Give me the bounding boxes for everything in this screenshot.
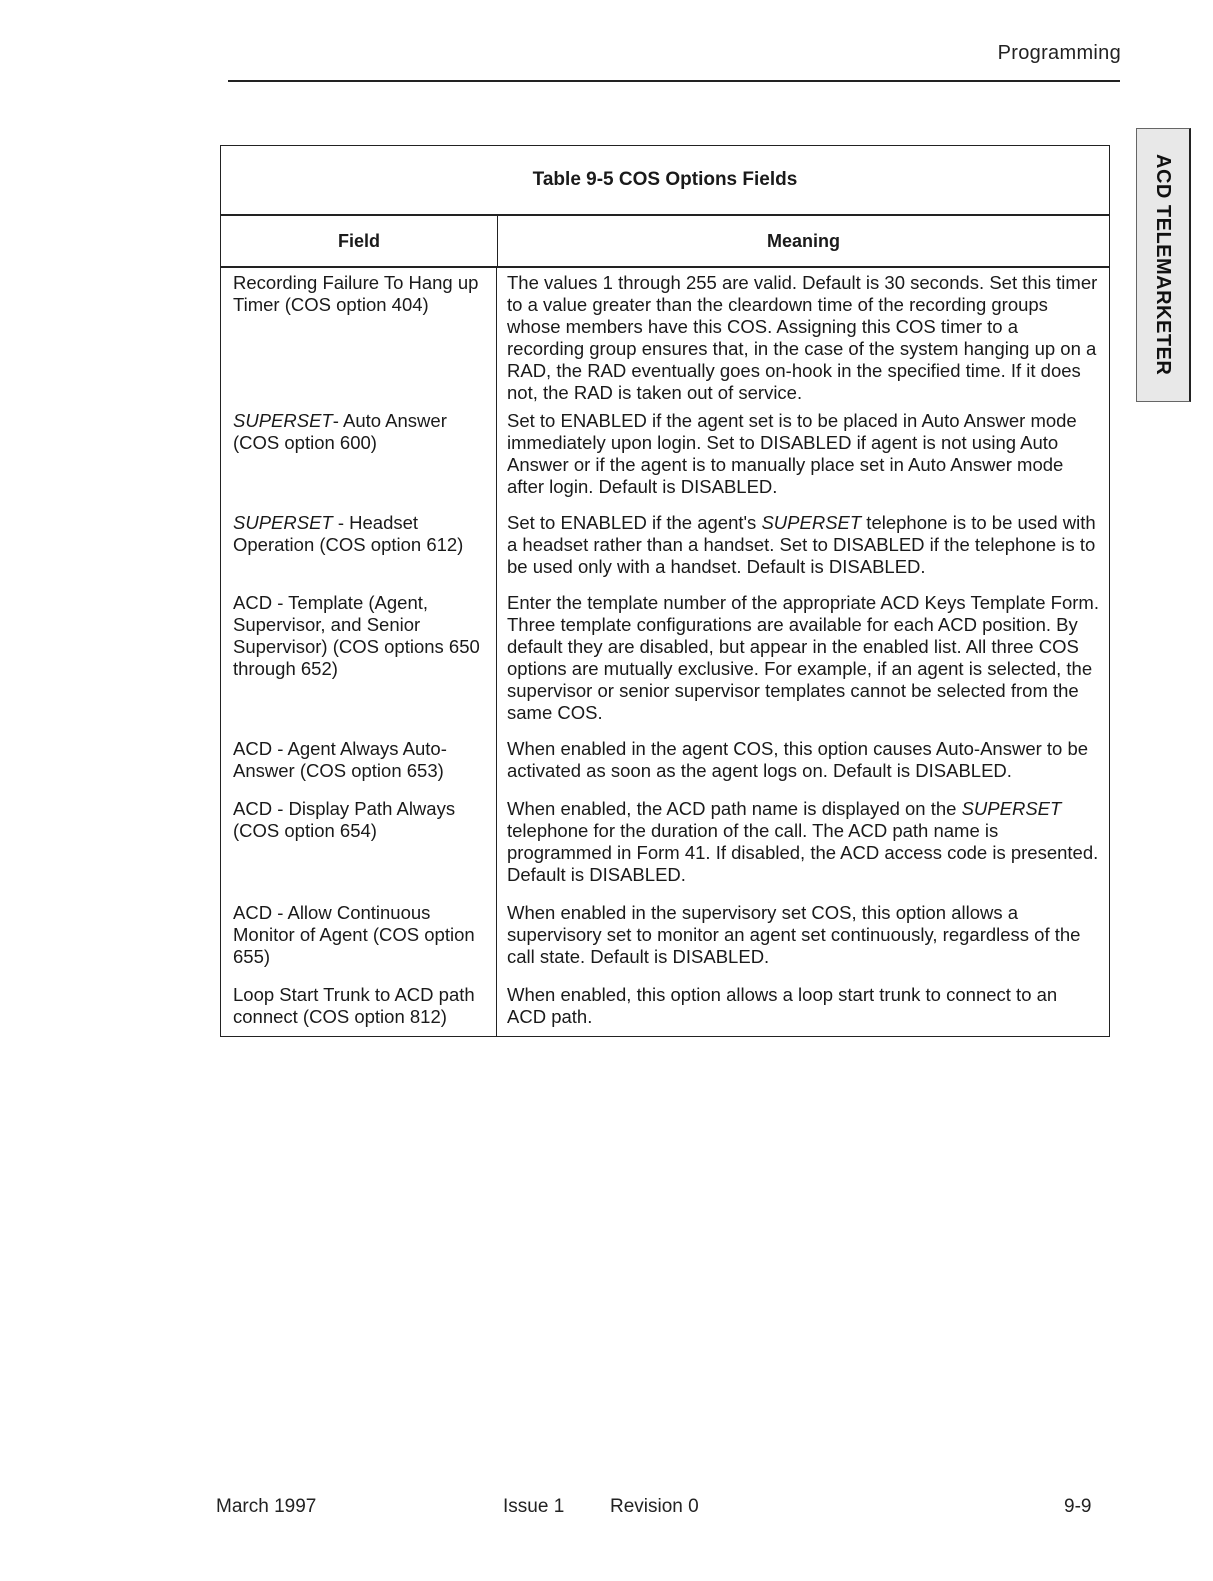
section-label: Programming — [997, 42, 1121, 64]
table-row — [221, 734, 1109, 794]
table-row — [221, 588, 1109, 734]
meaning-cell: Enter the template number of the appropriate ACD Keys Template Form. Three template configurations are available for each ACD position. By default they are disabled, but appear in the enabled list. All three COS options are mutually exclusive. For example, if an agent is selected, the supervisor or senior supervisor templates cannot be selected from the same COS. — [507, 592, 1099, 723]
meaning-cell: Set to ENABLED if the agent set is to be placed in Auto Answer mode immediately upon login. Set to DISABLED if agent is not using Auto Answer or if the agent is to manually place set in Auto Answer mode after login. Default is DISABLED. — [507, 410, 1077, 497]
table-row — [221, 268, 1109, 406]
chapter-tab — [1136, 128, 1191, 402]
table-row — [221, 406, 1109, 508]
footer-page-number: 9-9 — [1064, 1496, 1092, 1517]
field-cell: ACD - Display Path Always (COS option 654) — [221, 794, 497, 898]
column-header-meaning: Meaning — [766, 230, 840, 251]
table-row — [221, 794, 1109, 898]
footer-revision: Revision 0 — [610, 1496, 699, 1517]
table-row — [221, 508, 1109, 588]
meaning-cell: When enabled, the ACD path name is displayed on the SUPERSET telephone for the duration of the call. The ACD path name is programmed in Form 41. If disabled, the ACD access code is presented. Default is DISABLED. — [507, 798, 1099, 885]
footer-issue: Issue 1 — [503, 1496, 565, 1517]
column-header-field: Field — [221, 216, 498, 266]
cos-options-table — [220, 145, 1110, 1037]
table-header-row — [221, 216, 1109, 268]
table-row — [221, 898, 1109, 980]
meaning-cell: When enabled in the agent COS, this option causes Auto-Answer to be activated as soon as the agent logs on. Default is DISABLED. — [507, 738, 1089, 781]
table-caption: Table 9-5 COS Options Fields — [221, 146, 1109, 216]
meaning-cell: When enabled in the supervisory set COS, this option allows a supervisory set to monitor an agent set continuously, regardless of the call state. Default is DISABLED. — [507, 902, 1081, 967]
meaning-cell: When enabled, this option allows a loop start trunk to connect to an ACD path. — [507, 984, 1058, 1027]
meaning-cell: The values 1 through 255 are valid. Default is 30 seconds. Set this timer to a value greater than the cleardown time of the recording groups whose members have this COS. Assigning this COS timer to a recording group ensures that, in the case of the system hanging up on a RAD, the RAD eventually goes on-hook in the specified time. If it does not, the RAD is taken out of service. — [507, 272, 1098, 403]
field-cell: ACD - Agent Always Auto-Answer (COS option 653) — [221, 734, 497, 794]
field-cell: Recording Failure To Hang up Timer (COS option 404) — [221, 268, 497, 406]
table-row — [221, 980, 1109, 1036]
field-cell: ACD - Allow Continuous Monitor of Agent (COS option 655) — [221, 898, 497, 980]
chapter-tab-label: ACD TELEMARKETER — [1152, 154, 1174, 376]
meaning-cell: Set to ENABLED if the agent's SUPERSET telephone is to be used with a headset rather than a handset. Set to DISABLED if the telephone is to be used only with a handset. Default is DISABLED. — [507, 512, 1096, 577]
field-cell: Loop Start Trunk to ACD path connect (COS option 812) — [221, 980, 497, 1036]
footer-date: March 1997 — [216, 1496, 317, 1517]
header-rule — [228, 80, 1120, 82]
field-cell: SUPERSET - Headset Operation (COS option 612) — [221, 508, 497, 588]
field-cell: ACD - Template (Agent, Supervisor, and Senior Supervisor) (COS options 650 through 652) — [221, 588, 497, 734]
field-cell: SUPERSET- Auto Answer (COS option 600) — [221, 406, 497, 508]
